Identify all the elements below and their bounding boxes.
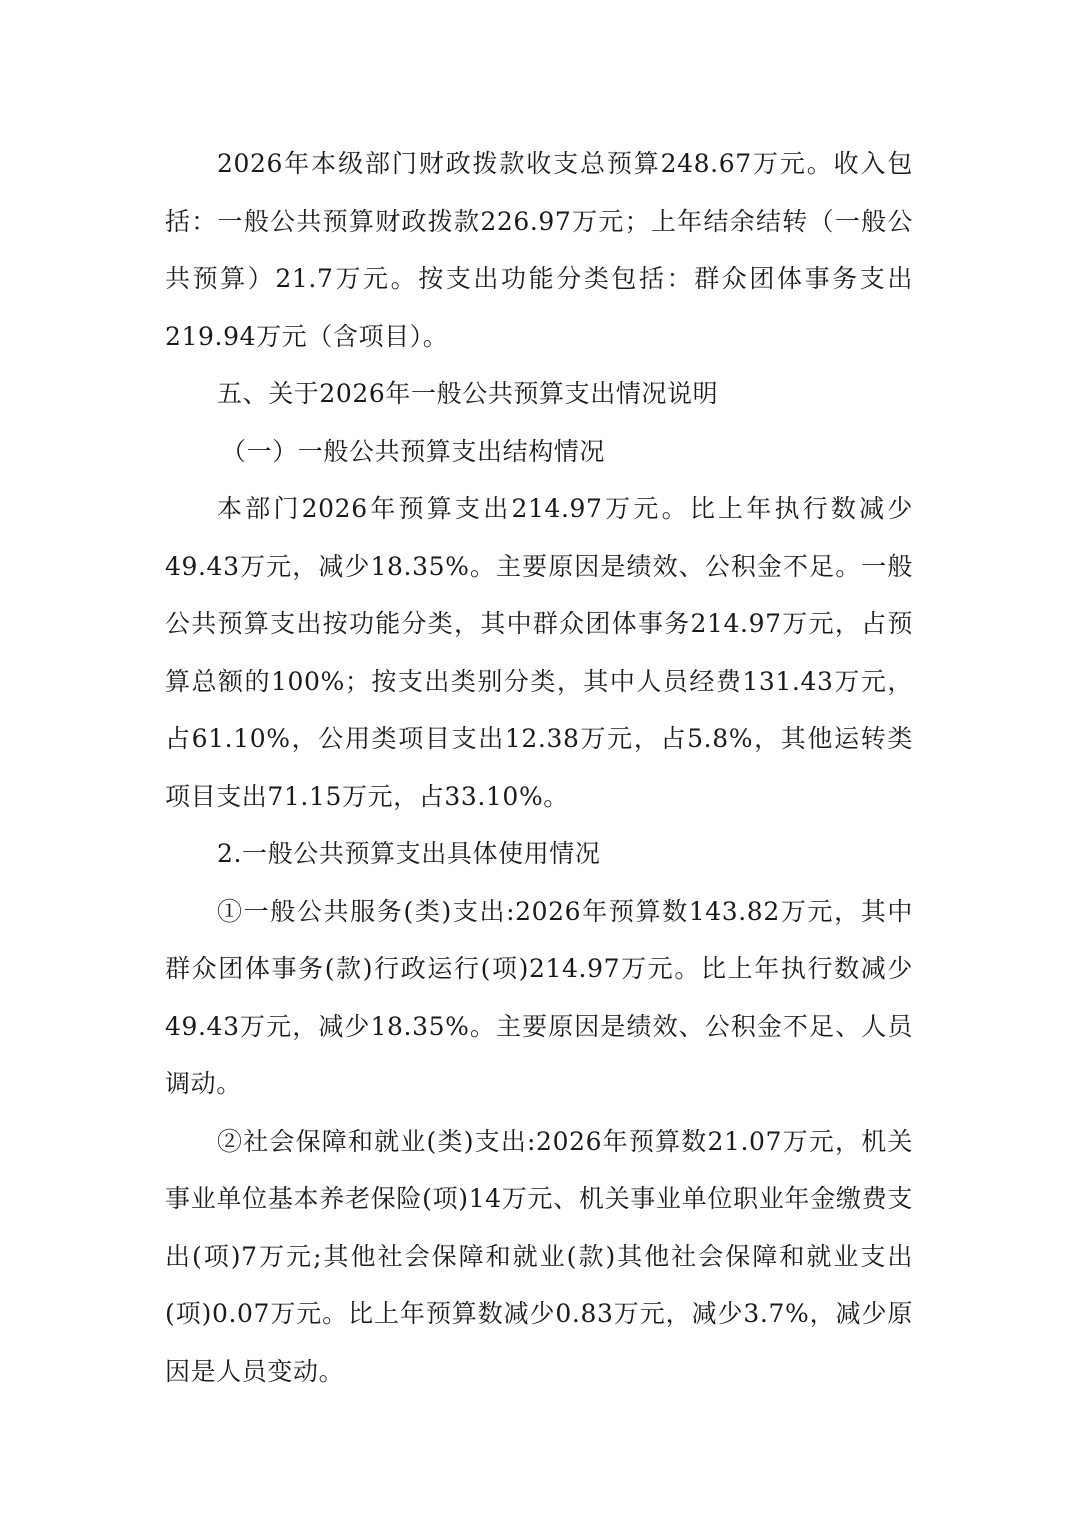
paragraph-social-security: ②社会保障和就业(类)支出:2026年预算数21.07万元，机关事业单位基本养老保险(项)14万元、机关事业单位职业年金缴费支出(项)7万元;其他社会保障和就业(款)其他社会保障和就业支出(项)0.07万元。比上年预算数减少0.83万元，减少3.7%，减少原因是人员变动。	[165, 1126, 913, 1386]
document-body	[165, 135, 913, 1400]
subsection-heading-expenditure-usage: 2.一般公共预算支出具体使用情况	[217, 839, 601, 868]
section-heading-general-budget: 五、关于2026年一般公共预算支出情况说明	[217, 379, 719, 408]
paragraph-expenditure-structure: 本部门2026年预算支出214.97万元。比上年执行数减少49.43万元，减少18.35%。主要原因是绩效、公积金不足。一般公共预算支出按功能分类，其中群众团体事务214.97万元，占预算总额的100%；按支出类别分类，其中人员经费131.43万元，占61.10%，公用类项目支出12.38万元，占5.8%，其他运转类项目支出71.15万元，占33.10%。	[165, 494, 913, 811]
paragraph-budget-summary: 2026年本级部门财政拨款收支总预算248.67万元。收入包括：一般公共预算财政拨款226.97万元；上年结余结转（一般公共预算）21.7万元。按支出功能分类包括：群众团体事务支出219.94万元（含项目）。	[165, 149, 913, 351]
subsection-heading-expenditure-structure: （一）一般公共预算支出结构情况	[221, 436, 606, 466]
paragraph-public-services: ①一般公共服务(类)支出:2026年预算数143.82万元，其中群众团体事务(款)行政运行(项)214.97万元。比上年执行数减少49.43万元，减少18.35%。主要原因是绩效、公积金不足、人员调动。	[165, 896, 913, 1098]
